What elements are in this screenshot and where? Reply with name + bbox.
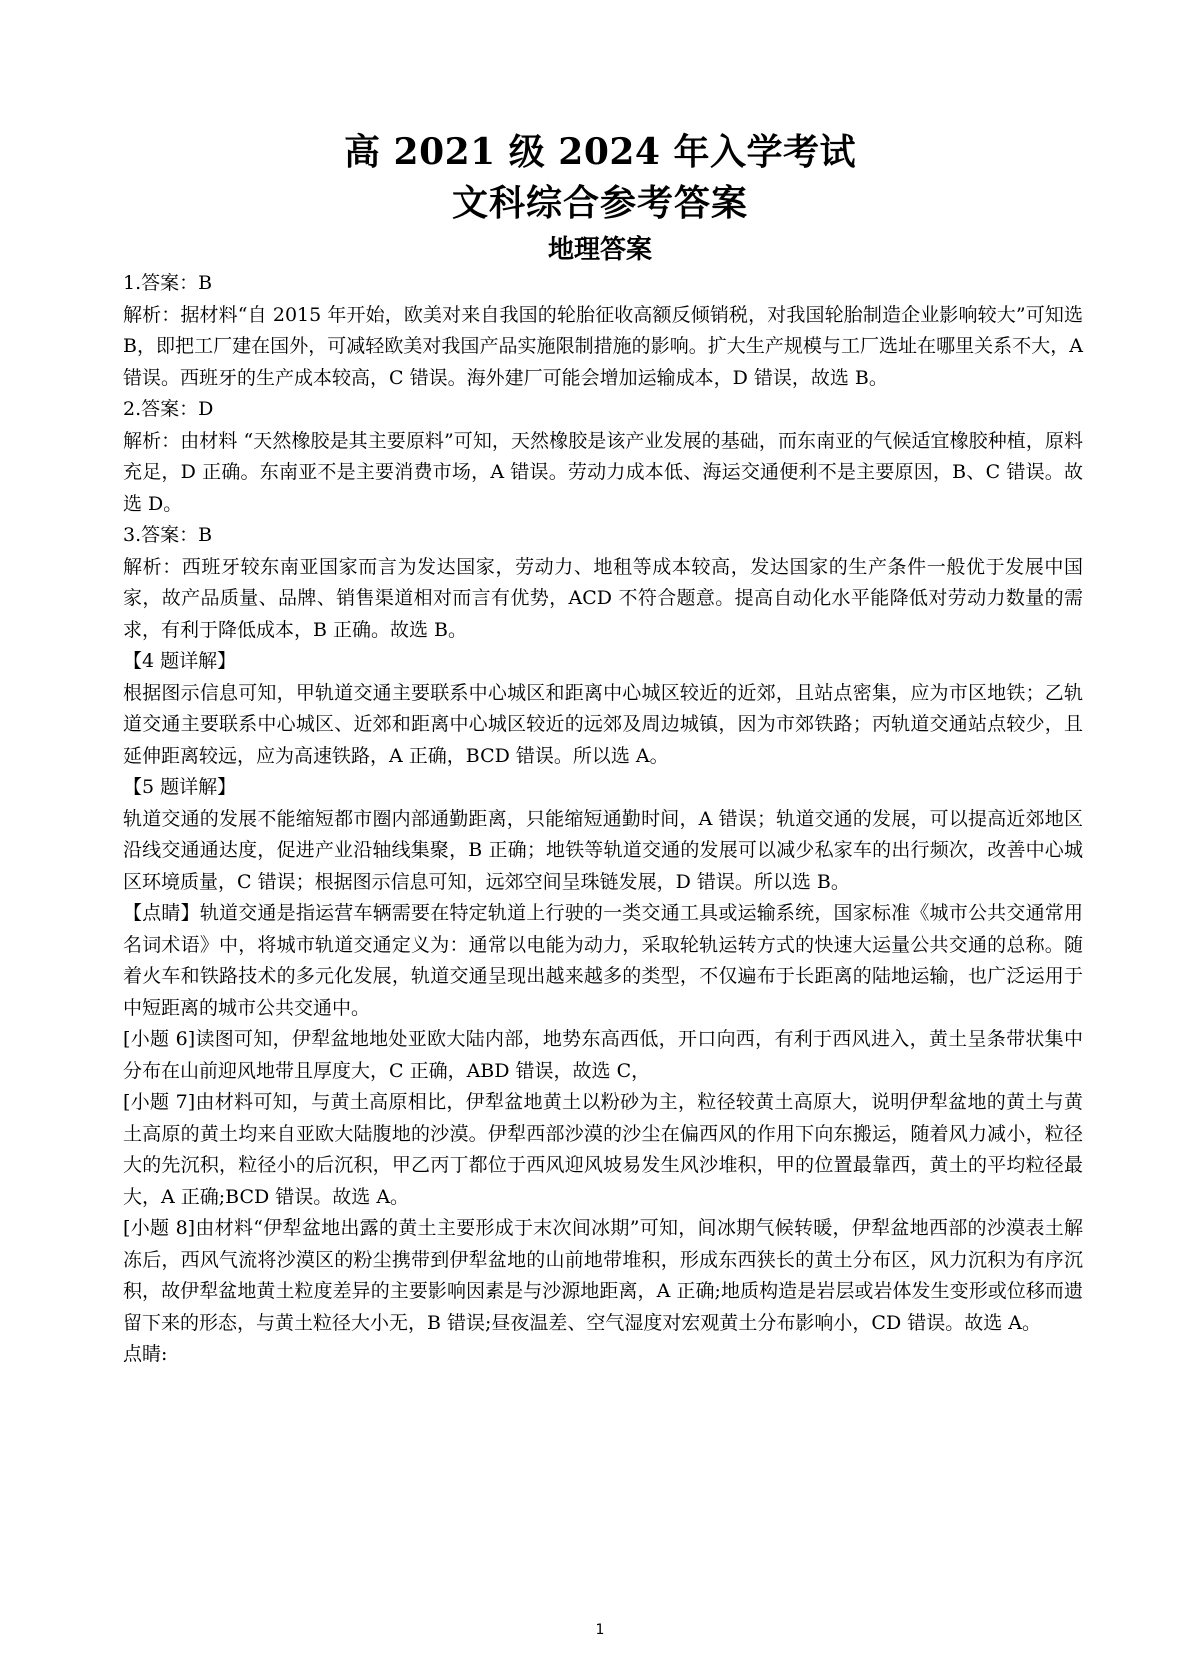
answer-label-3: 3.答案：B [123,524,213,546]
answer-label-4: 【4 题详解】 [123,650,237,672]
question-8-paragraph: [小题 8]由材料“伊犁盆地出露的黄土主要形成于末次间冰期”可知，间冰期气候转暖，伊犁盆地西部的沙漠表土解冻后，西风气流将沙漠区的粉尘携带到伊犁盆地的山前地带堆积，形成东西狭长的黄土分布区，风力沉积为有序沉积，故伊犁盆地黄土粒度差异的主要影响因素是与沙源地距离，A 正确;地质构造是岩层或岩体发生变形或位移而遗留下来的形态，与黄土粒径大小无，B 错误;昼夜温差、空气湿度对宏观黄土分布影响小，CD 错误。故选 A。 [123,1217,1083,1334]
title-block [0,126,1200,270]
explanation-5: 轨道交通的发展不能缩短都市圈内部通勤距离，只能缩短通勤时间，A 错误；轨道交通的发展，可以提高近郊地区沿线交通通达度，促进产业沿轴线集聚，B 正确；地铁等轨道交通的发展可以减少私家车的出行频次，改善中心城区环境质量，C 错误；根据图示信息可知，远郊空间呈珠链发展，D 错误。所以选 B。 [123,807,1083,893]
note-paragraph: 【点睛】轨道交通是指运营车辆需要在特定轨道上行驶的一类交通工具或运输系统，国家标准《城市公共交通常用名词术语》中，将城市轨道交通定义为：通常以电能为动力，采取轮轨运转方式的快速大运量公共交通的总称。随着火车和铁路技术的多元化发展，轨道交通呈现出越来越多的类型，不仅遍布于长距离的陆地运输，也广泛运用于中短距离的城市公共交通中。 [123,902,1083,1019]
answer-label-1: 1.答案：B [123,272,213,294]
explanation-1: 解析：据材料“自 2015 年开始，欧美对来自我国的轮胎征收高额反倾销税，对我国轮胎制造企业影响较大”可知选 B，即把工厂建在国外，可减轻欧美对我国产品实施限制措施的影响。扩大生产规模与工厂选址在哪里关系不大，A 错误。西班牙的生产成本较高，C 错误。海外建厂可能会增加运输成本，D 错误，故选 B。 [123,303,1083,389]
page-title: 高 2021 级 2024 年入学考试 [343,131,857,173]
answer-label-5: 【5 题详解】 [123,776,237,798]
answer-label-2: 2.答案：D [123,398,214,420]
explanation-3: 解析：西班牙较东南亚国家而言为发达国家，劳动力、地租等成本较高，发达国家的生产条件一般优于发展中国家，故产品质量、品牌、销售渠道相对而言有优势，ACD 不符合题意。提高自动化水平能降低对劳动力数量的需求，有利于降低成本，B 正确。故选 B。 [123,555,1083,641]
question-7-paragraph: [小题 7]由材料可知，与黄土高原相比，伊犁盆地黄土以粉砂为主，粒径较黄土高原大，说明伊犁盆地的黄土与黄土高原的黄土均来自亚欧大陆腹地的沙漠。伊犁西部沙漠的沙尘在偏西风的作用下向东搬运，随着风力减小，粒径大的先沉积，粒径小的后沉积，甲乙丙丁都位于西风迎风坡易发生风沙堆积，甲的位置最靠西，黄土的平均粒径最大，A 正确;BCD 错误。故选 A。 [123,1091,1083,1208]
page-number: 1 [595,1622,605,1638]
question-6-paragraph: [小题 6]读图可知，伊犁盆地地处亚欧大陆内部，地势东高西低，开口向西，有利于西风进入，黄土呈条带状集中分布在山前迎风地带且厚度大，C 正确，ABD 错误，故选 C， [123,1028,1083,1082]
section-heading: 地理答案 [547,235,652,265]
explanation-2: 解析：由材料 “天然橡胶是其主要原料”可知，天然橡胶是该产业发展的基础，而东南亚的气候适宜橡胶种植，原料充足，D 正确。东南亚不是主要消费市场，A 错误。劳动力成本低、海运交通便利不是主要原因，B、C 错误。故选 D。 [123,429,1083,515]
answer-body [123,268,1083,1371]
explanation-4: 根据图示信息可知，甲轨道交通主要联系中心城区和距离中心城区较近的近郊，且站点密集，应为市区地铁；乙轨道交通主要联系中心城区、近郊和距离中心城区较近的远郊及周边城镇，因为市郊铁路；丙轨道交通站点较少，且延伸距离较远，应为高速铁路，A 正确，BCD 错误。所以选 A。 [123,681,1083,767]
note-label: 点睛: [123,1343,168,1365]
page-subtitle: 文科综合参考答案 [451,182,748,224]
